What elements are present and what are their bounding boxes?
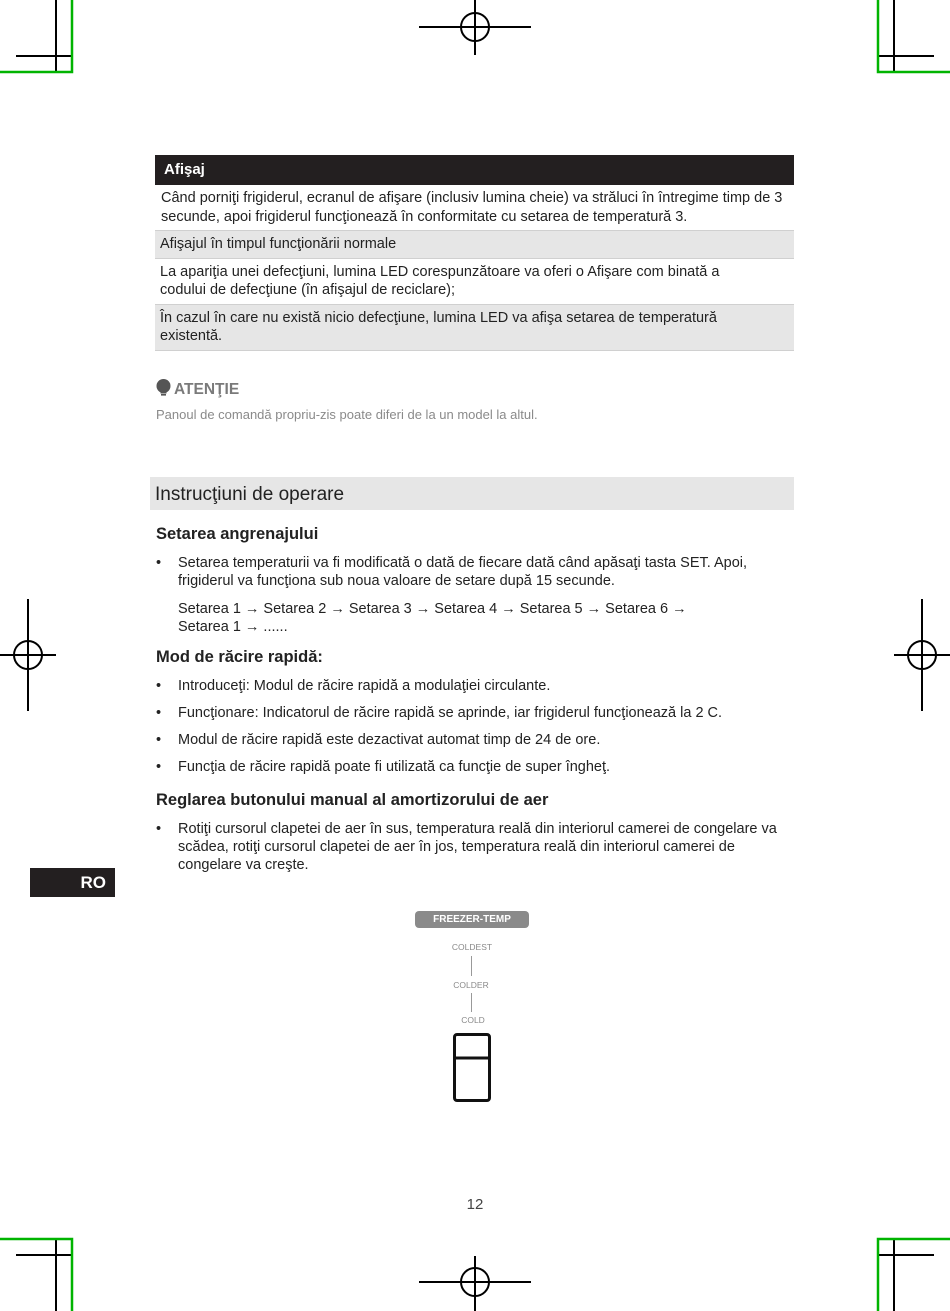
list-item bbox=[156, 731, 796, 749]
list-item-text: Modul de răcire rapidă este dezactivat automat timp de 24 de ore. bbox=[178, 732, 601, 748]
level-label-coldest: COLDEST bbox=[451, 942, 493, 952]
page-number: 12 bbox=[466, 1196, 484, 1213]
setting-heading: Setarea angrenajului bbox=[156, 525, 319, 543]
fridge-icon bbox=[453, 1033, 493, 1109]
bullet-marker: • bbox=[156, 678, 162, 694]
level-connector bbox=[471, 993, 472, 1012]
crop-mark-bottom-right bbox=[875, 1236, 950, 1311]
list-item bbox=[156, 704, 796, 722]
caution-heading bbox=[156, 379, 239, 401]
list-item-text: Introduceţi: Modul de răcire rapidă a modulaţiei circulante. bbox=[178, 678, 551, 694]
level-label-cold: COLD bbox=[461, 1015, 485, 1025]
registration-mark-left bbox=[0, 599, 56, 711]
list-item-text: Setarea temperaturii va fi modificată o dată de fiecare dată când apăsaţi tasta SET. Apoi, frigiderul va funcţiona sub noua valoare de setare după 15 secunde. bbox=[178, 555, 748, 589]
section-title: Instrucţiuni de operare bbox=[150, 477, 794, 510]
level-label-colder: COLDER bbox=[453, 980, 489, 990]
list-item bbox=[156, 820, 796, 874]
list-item bbox=[156, 554, 796, 590]
display-table bbox=[155, 155, 794, 351]
fast-cool-heading: Mod de răcire rapidă: bbox=[156, 648, 323, 666]
crop-mark-bottom-left bbox=[0, 1236, 75, 1311]
bullet-marker: • bbox=[156, 732, 162, 748]
display-table-row: Afişajul în timpul funcţionării normale bbox=[155, 231, 794, 259]
crop-mark-top-right bbox=[875, 0, 950, 75]
display-table-row: În cazul în care nu există nicio defecţiune, lumina LED va afişa setarea de temperatură existentă. bbox=[155, 305, 794, 351]
bullet-marker: • bbox=[156, 759, 162, 775]
caution-title: ATENŢIE bbox=[174, 381, 240, 398]
language-tab: RO bbox=[30, 868, 115, 897]
list-item-text: Funcţia de răcire rapidă poate fi utilizată ca funcţie de super îngheţ. bbox=[178, 759, 611, 775]
crop-mark-top-left bbox=[0, 0, 75, 75]
display-table-row: La apariţia unei defecţiuni, lumina LED corespunzătoare va oferi o Afişare com binată a codului de defecţiune (în afişajul de reciclare); bbox=[155, 259, 794, 305]
caution-text: Panoul de comandă propriu-zis poate diferi de la un model la altul. bbox=[156, 407, 538, 422]
bullet-marker: • bbox=[156, 821, 162, 837]
setting-sequence bbox=[178, 600, 788, 636]
list-item-text: Funcţionare: Indicatorul de răcire rapidă se aprinde, iar frigiderul funcţionează la 2 C. bbox=[178, 705, 723, 721]
registration-mark-top bbox=[419, 0, 531, 56]
damper-heading: Reglarea butonului manual al amortizorului de aer bbox=[156, 791, 549, 809]
lightbulb-icon bbox=[156, 379, 171, 401]
display-table-header: Afişaj bbox=[155, 155, 794, 185]
setting-sequence-line: Setarea 1 → Setarea 2 → Setarea 3 → Setarea 4 → Setarea 5 → Setarea 6 → bbox=[178, 601, 687, 617]
setting-sequence-line: Setarea 1 → ...... bbox=[178, 619, 288, 635]
list-item-text: Rotiţi cursorul clapetei de aer în sus, temperatura reală din interiorul camerei de congelare va scădea, rotiţi cursorul clapetei de aer în jos, temperatura reală din interiorul camerei de congelare va creşte. bbox=[178, 821, 777, 873]
level-connector bbox=[471, 956, 472, 976]
list-item bbox=[156, 758, 796, 776]
registration-mark-bottom bbox=[419, 1255, 531, 1311]
registration-mark-right bbox=[894, 599, 950, 711]
display-table-row: Când porniţi frigiderul, ecranul de afişare (inclusiv lumina cheie) va străluci în întregime timp de 3 secunde, apoi frigiderul funcţionează în conformitate cu setarea de temperatură 3. bbox=[155, 185, 794, 231]
bullet-marker: • bbox=[156, 705, 162, 721]
bullet-marker: • bbox=[156, 555, 162, 571]
list-item bbox=[156, 677, 796, 695]
freezer-temp-label: FREEZER-TEMP bbox=[415, 911, 529, 928]
